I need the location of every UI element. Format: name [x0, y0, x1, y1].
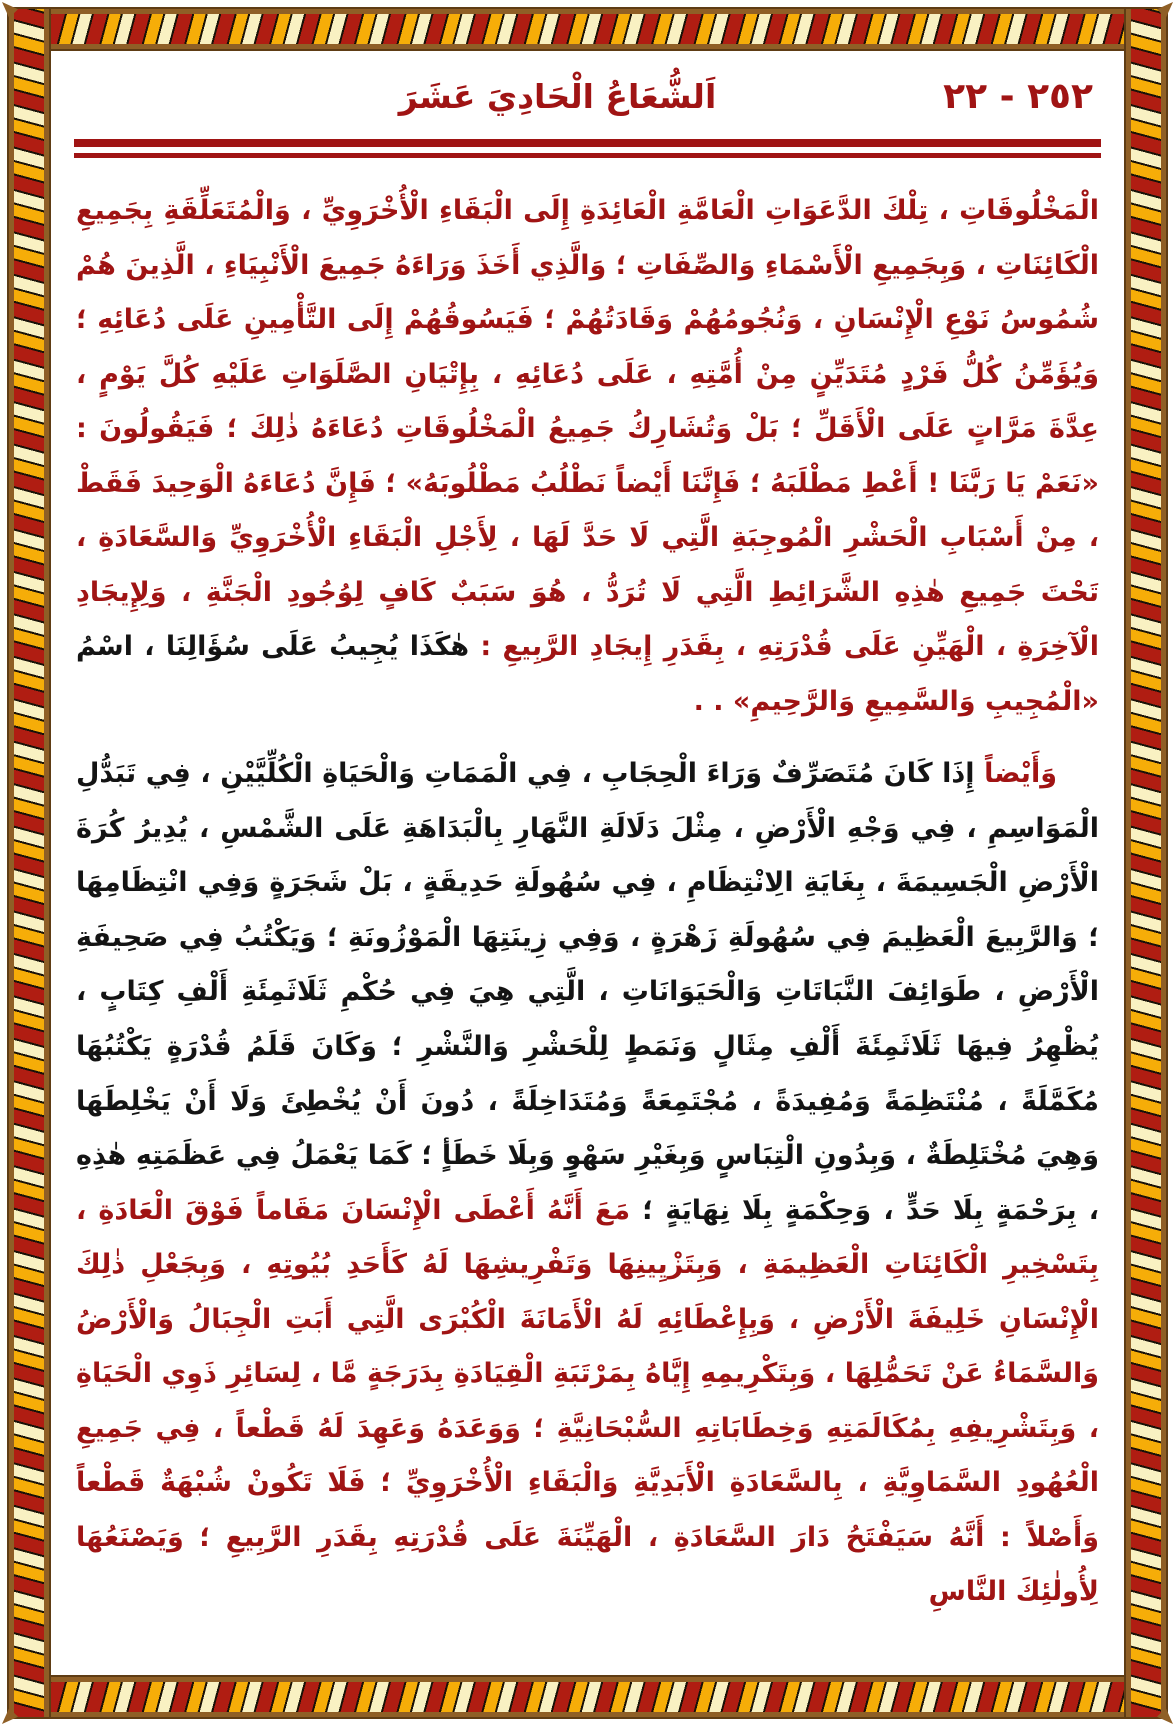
paragraph-2	[76, 747, 1099, 1620]
page-content	[72, 58, 1103, 1668]
page-title: اَلشُّعَاعُ الْحَادِيَ عَشَرَ	[398, 77, 717, 116]
paragraph-1-red-segment-1: الْمَخْلُوقَاتِ ، تِلْكَ الدَّعَوَاتِ الْعَامَّةِ الْعَائِدَةِ إِلَى الْبَقَاءِ الْأُخْرَوِيِّ ، وَالْمُتَعَلِّقَةِ بِجَمِيعِ الْكَائِنَاتِ ، وَبِجَمِيعِ الْأَسْمَاءِ وَالصِّفَاتِ ؛ وَالَّذِي أَخَذَ وَرَاءَهُ جَمِيعَ الْأَنْبِيَاءِ ، الَّذِينَ هُمْ شُمُوسُ نَوْعِ الْإِنْسَانِ ، وَنُجُومُهُمْ وَقَادَتُهُمْ ؛ فَيَسُوقُهُمْ إِلَى التَّأْمِينِ عَلَى دُعَائِهِ ؛ وَيُؤَمِّنُ كُلُّ فَرْدٍ مُتَدَيِّنٍ مِنْ أُمَّتِهِ ، عَلَى دُعَائِهِ ، بِإِتْيَانِ الصَّلَوَاتِ عَلَيْهِ كُلَّ يَوْمٍ ، عِدَّةَ مَرَّاتٍ عَلَى الْأَقَلِّ ؛ بَلْ وَتُشَارِكُ جَمِيعُ الْمَخْلُوقَاتِ دُعَاءَهُ ذٰلِكَ ؛ فَيَقُولُونَ : «نَعَمْ يَا رَبَّنَا ! أَعْطِ مَطْلَبَهُ ؛ فَإِنَّنَا أَيْضاً نَطْلُبُ مَطْلُوبَهُ» ؛ فَإِنَّ دُعَاءَهُ الْوَحِيدَ فَقَطْ ، مِنْ أَسْبَابِ الْحَشْرِ الْمُوجِبَةِ الَّتِي لَا حَدَّ لَهَا ، لِأَجْلِ الْبَقَاءِ الْأُخْرَوِيِّ وَالسَّعَادَةِ ، تَحْتَ جَمِيعِ هٰذِهِ الشَّرَائِطِ الَّتِي لَا تُرَدُّ ، هُوَ سَبَبٌ كَافٍ لِوُجُودِ الْجَنَّةِ ، وَلِإِيجَادِ الْآخِرَةِ ، الْهَيِّنِ عَلَى قُدْرَتِهِ ، بِقَدَرِ إِيجَادِ الرَّبِيعِ :	[76, 195, 1099, 663]
frame-border-bottom	[9, 1677, 1166, 1717]
frame-border-top	[9, 9, 1166, 49]
page-header	[72, 58, 1103, 117]
page-number: ٢٥٢ - ٢٢	[943, 76, 1093, 117]
paragraph-1-red-segment-2: «الْمُجِيبِ وَالسَّمِيعِ وَالرَّحِيمِ» . .	[693, 685, 1099, 717]
paragraph-2-black-segment: إِذَا كَانَ مُتَصَرِّفٌ وَرَاءَ الْحِجَابِ ، فِي الْمَمَاتِ وَالْحَيَاةِ الْكُلِّيَّيْنِ ، فِي تَبَدُّلِ الْمَوَاسِمِ ، فِي وَجْهِ الْأَرْضِ ، مِثْلَ دَلَالَةِ النَّهَارِ بِالْبَدَاهَةِ عَلَى الشَّمْسِ ، يُدِيرُ كُرَةَ الْأَرْضِ الْجَسِيمَةَ ، بِغَايَةِ الِانْتِظَامِ ، فِي سُهُولَةِ حَدِيقَةٍ ، بَلْ شَجَرَةٍ وَفِي انْتِظَامِهَا ؛ وَالرَّبِيعَ الْعَظِيمَ فِي سُهُولَةِ زَهْرَةٍ ، وَفِي زِينَتِهَا الْمَوْزُونَةِ ؛ وَيَكْتُبُ فِي صَحِيفَةِ الْأَرْضِ ، طَوَائِفَ النَّبَاتَاتِ وَالْحَيَوَانَاتِ ، الَّتِي هِيَ فِي حُكْمِ ثَلَاثَمِئَةِ أَلْفِ كِتَابٍ ، يُظْهِرُ فِيهَا ثَلَاثَمِئَةَ أَلْفِ مِثَالٍ وَنَمَطٍ لِلْحَشْرِ وَالنَّشْرِ ؛ وَكَانَ قَلَمُ قُدْرَةٍ يَكْتُبُهَا مُكَمَّلَةً ، مُنْتَظِمَةً وَمُفِيدَةً ، مُجْتَمِعَةً وَمُتَدَاخِلَةً ، دُونَ أَنْ يُخْطِئَ وَلَا أَنْ يَخْلِطَهَا وَهِيَ مُخْتَلِطَةٌ ، وَبِدُونِ الْتِبَاسٍ وَبِغَيْرِ سَهْوٍ وَبِلَا خَطَأٍ ؛ كَمَا يَعْمَلُ فِي عَظَمَتِهِ هٰذِهِ ، بِرَحْمَةٍ بِلَا حَدٍّ ، وَحِكْمَةٍ بِلَا نِهَايَةٍ ؛	[76, 758, 1099, 1226]
frame-border-left	[9, 9, 49, 1717]
paragraph-1	[76, 184, 1099, 729]
body-text	[72, 184, 1103, 1620]
paragraph-1-black-segment: هٰكَذَا يُجِيبُ عَلَى سُؤَالِنَا ، اسْمُ	[76, 631, 470, 663]
frame-border-right	[1126, 9, 1166, 1717]
paragraph-2-red-lead: وَأَيْضاً	[974, 758, 1057, 790]
header-divider-rule	[74, 139, 1101, 158]
paragraph-2-red-segment: مَعَ أَنَّهُ أَعْطَى الْإِنْسَانَ مَقَاماً فَوْقَ الْعَادَةِ ، بِتَسْخِيرِ الْكَائِنَاتِ الْعَظِيمَةِ ، وَبِتَزْيِينِهَا وَتَفْرِيشِهَا لَهُ كَأَحَدِ بُيُوتِهِ ، وَبِجَعْلِ ذٰلِكَ الْإِنْسَانِ خَلِيفَةَ الْأَرْضِ ، وَبِإِعْطَائِهِ لَهُ الْأَمَانَةَ الْكُبْرَى الَّتِي أَبَتِ الْجِبَالُ وَالْأَرْضُ وَالسَّمَاءُ عَنْ تَحَمُّلِهَا ، وَبِتَكْرِيمِهِ إِيَّاهُ بِمَرْتَبَةِ الْقِيَادَةِ بِدَرَجَةٍ مَّا ، لِسَائِرِ ذَوِي الْحَيَاةِ ، وَبِتَشْرِيفِهِ بِمُكَالَمَتِهِ وَخِطَابَاتِهِ السُّبْحَانِيَّةِ ؛ وَوَعَدَهُ وَعَهِدَ لَهُ قَطْعاً ، فِي جَمِيعِ الْعُهُودِ السَّمَاوِيَّةِ ، بِالسَّعَادَةِ الْأَبَدِيَّةِ وَالْبَقَاءِ الْأُخْرَوِيِّ ؛ فَلَا تَكُونْ شُبْهَةٌ قَطْعاً وَأَصْلاً : أَنَّهُ سَيَفْتَحُ دَارَ السَّعَادَةِ ، الْهَيِّنَةَ عَلَى قُدْرَتِهِ بِقَدَرِ الرَّبِيعِ ؛ وَيَصْنَعُهَا لِأُولٰئِكَ النَّاسِ	[76, 1194, 1099, 1608]
